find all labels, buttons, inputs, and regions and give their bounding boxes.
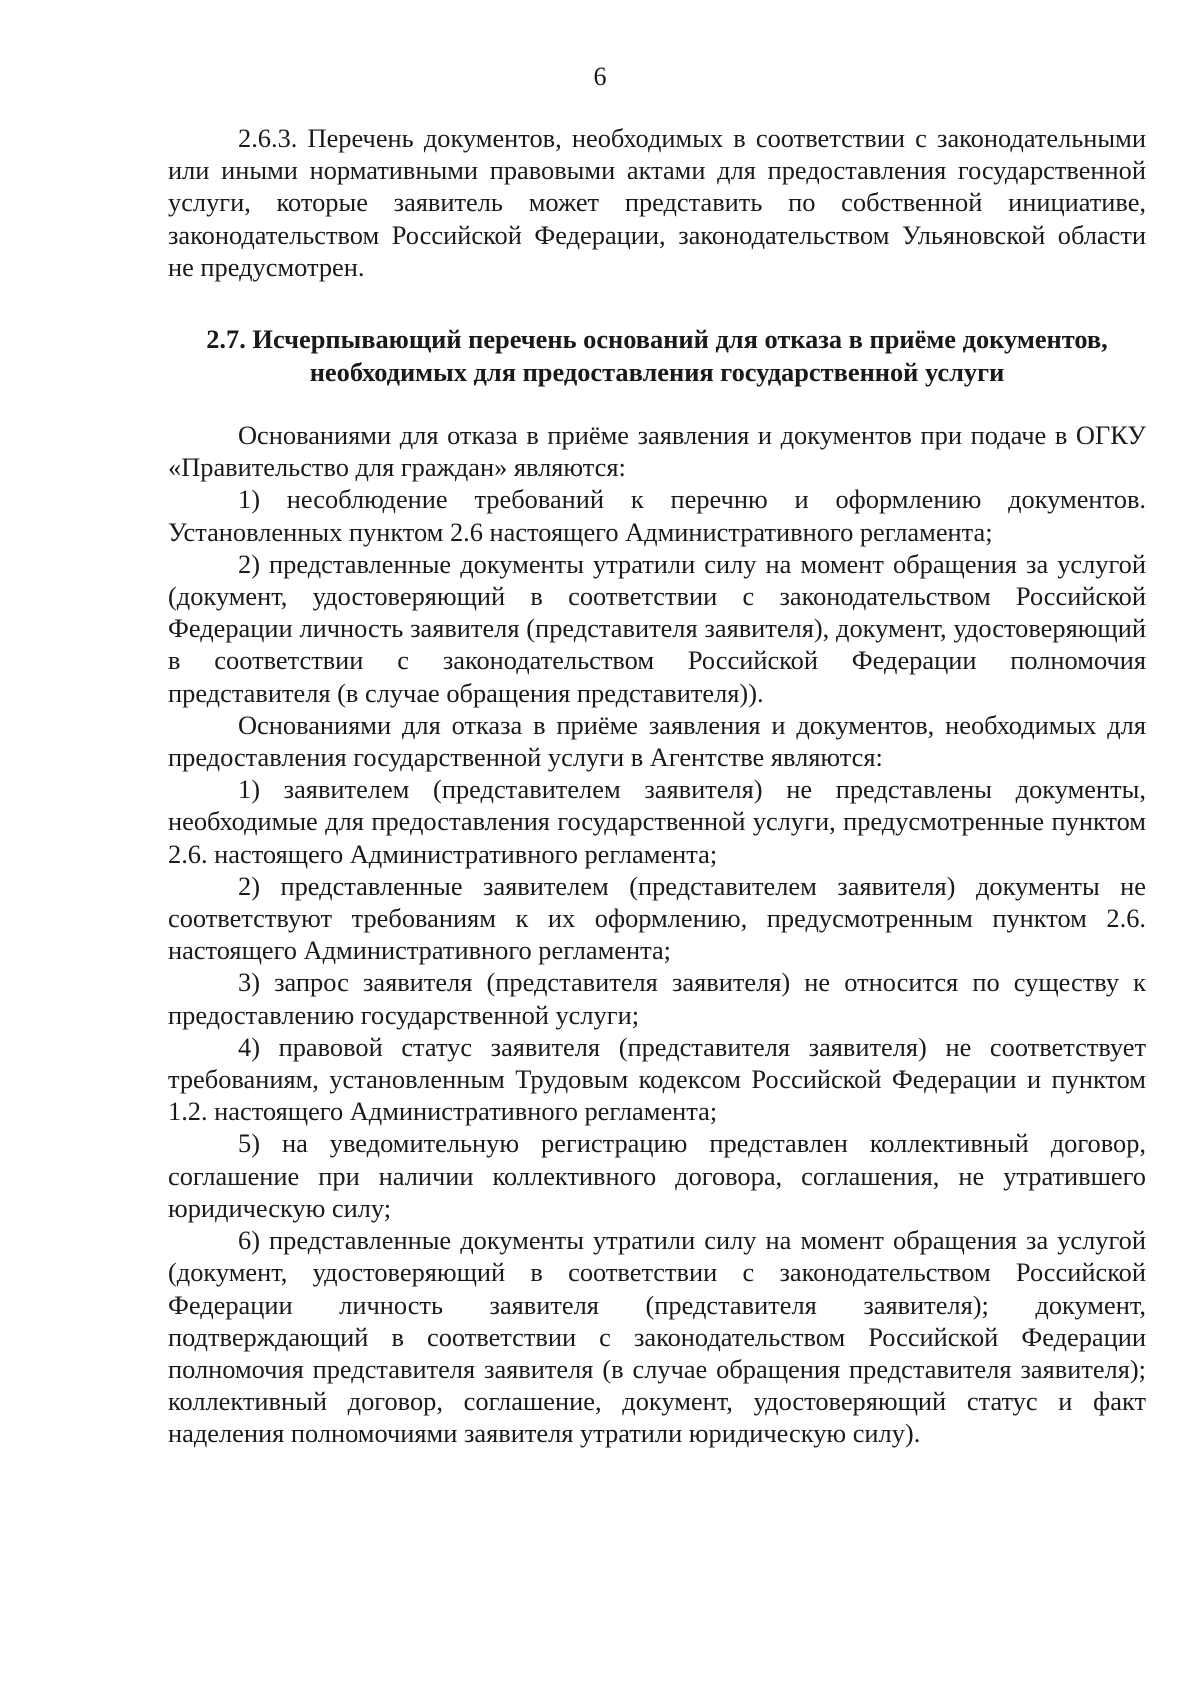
agency-list-item-2: 2) представленные заявителем (представителем заявителя) документы не соответствуют требованиям к их оформлению, предусмотренным пунктом 2.6. настоящего Административного регламента; <box>168 870 1146 966</box>
agency-intro-paragraph: Основаниями для отказа в приёме заявления и документов, необходимых для предоставления государственной услуги в Агентстве являются: <box>168 709 1146 773</box>
agency-list-item-6: 6) представленные документы утратили силу на момент обращения за услугой (документ, удостоверяющий в соответствии с законодательством Российской Федерации личность заявителя (представителя заявителя); документ, подтверждающий в соответствии с законодательством Российской Федерации полномочия представителя заявителя (в случае обращения представителя заявителя); коллективный договор, соглашение, документ, удостоверяющий статус и факт наделения полномочиями заявителя утратили юридическую силу). <box>168 1225 1146 1449</box>
paragraph-2-6-3: 2.6.3. Перечень документов, необходимых в соответствии с законодательными или иными нормативными правовыми актами для предоставления государственной услуги, которые заявитель может представить по собственной инициативе, законодательством Российской Федерации, законодательством Ульяновской области не предусмотрен. <box>168 123 1146 282</box>
ogku-list-item-1: 1) несоблюдение требований к перечню и оформлению документов. Установленных пунктом 2.6 настоящего Административного регламента; <box>168 484 1146 547</box>
ogku-intro-paragraph: Основаниями для отказа в приёме заявления и документов при подаче в ОГКУ «Правительство для граждан» являются: <box>168 420 1146 483</box>
agency-list-item-3: 3) запрос заявителя (представителя заявителя) не относится по существу к предоставлению государственной услуги; <box>168 967 1146 1030</box>
page-number: 6 <box>593 62 607 91</box>
agency-list-item-4: 4) правовой статус заявителя (представителя заявителя) не соответствует требованиям, установленным Трудовым кодексом Российской Федерации и пунктом 1.2. настоящего Административного регламента; <box>168 1031 1146 1127</box>
document-body <box>168 122 1146 1450</box>
agency-list-item-1: 1) заявителем (представителем заявителя) не представлены документы, необходимые для предоставления государственной услуги, предусмотренные пунктом 2.6. настоящего Административного регламента; <box>168 774 1146 869</box>
section-heading-2-7: 2.7. Исчерпывающий перечень оснований для отказа в приёме документов, необходимых для предоставления государственной услуги <box>206 324 1108 388</box>
agency-list-item-5: 5) на уведомительную регистрацию представлен коллективный договор, соглашение при наличии коллективного договора, соглашения, не утратившего юридическую силу; <box>168 1128 1146 1223</box>
ogku-list-item-2: 2) представленные документы утратили силу на момент обращения за услугой (документ, удостоверяющий в соответствии с законодательством Российской Федерации личность заявителя (представителя заявителя), документ, удостоверяющий в соответствии с законодательством Российской Федерации полномочия представителя (в случае обращения представителя)). <box>168 548 1146 708</box>
